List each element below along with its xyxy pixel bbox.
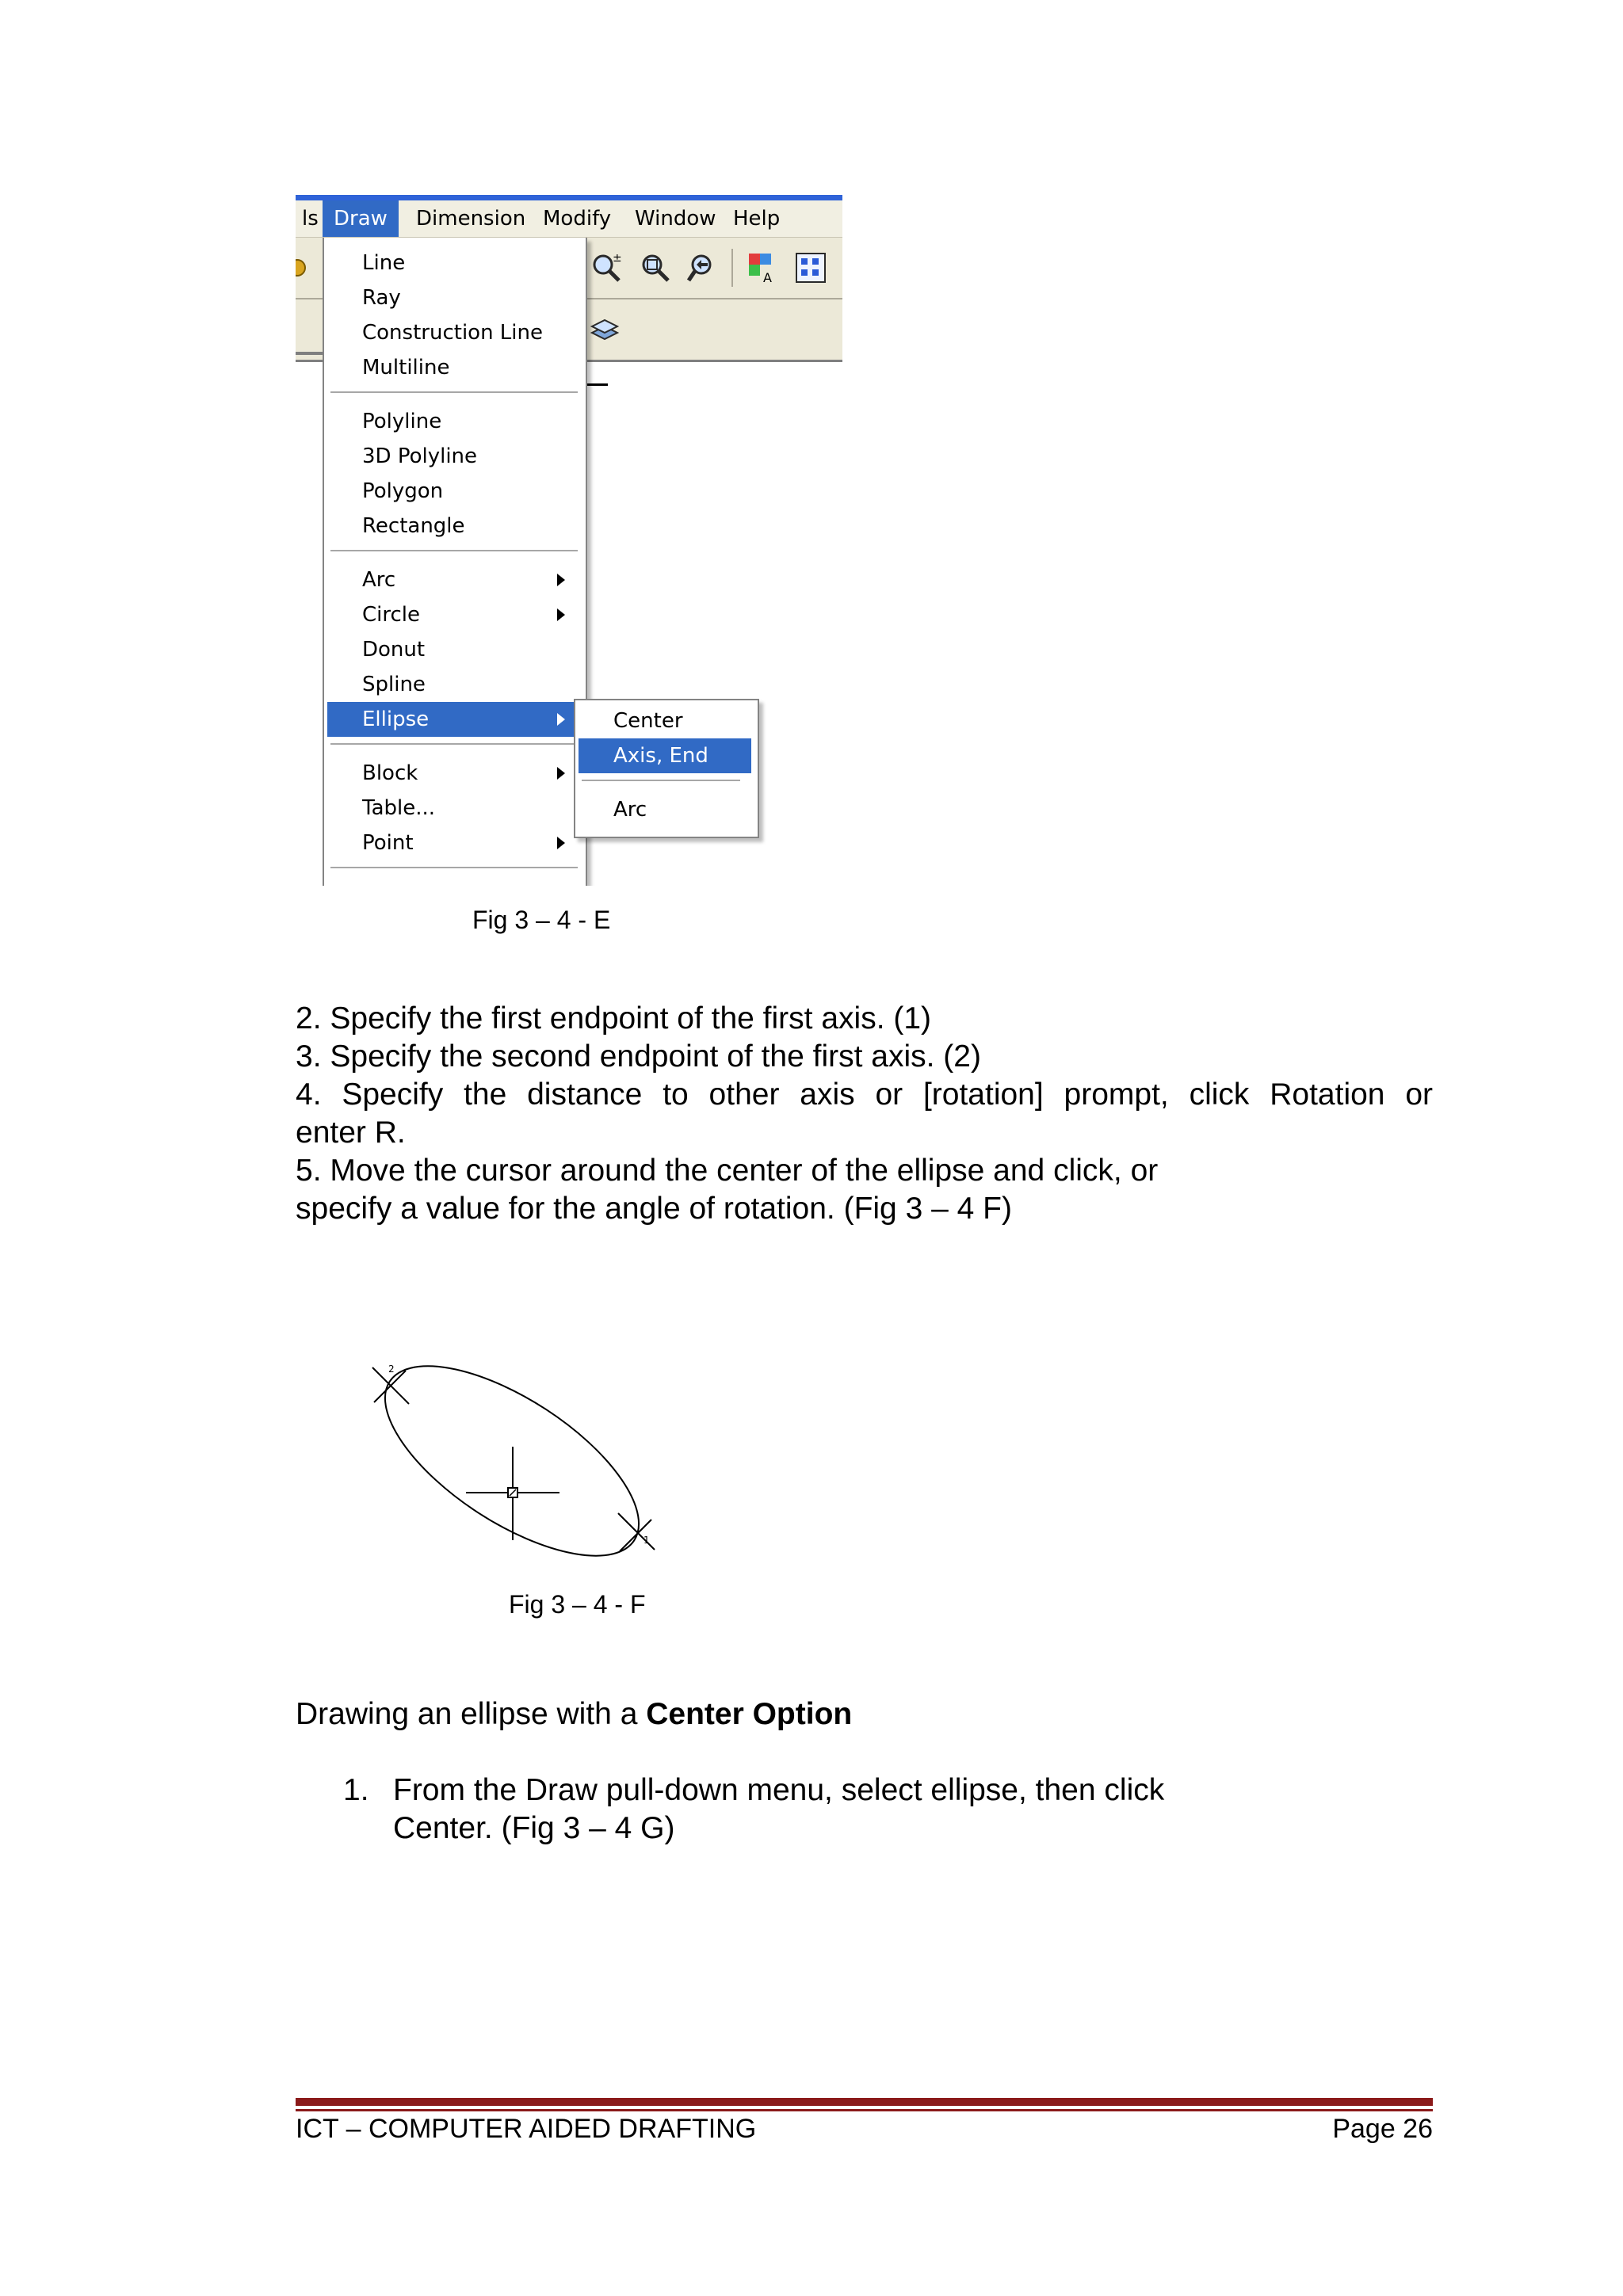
menu-item-ray[interactable]: Ray bbox=[362, 286, 401, 310]
menu-tools-partial[interactable]: ls bbox=[302, 207, 319, 231]
submenu-arrow-icon bbox=[557, 837, 565, 849]
toolbar-icon-partial[interactable] bbox=[296, 250, 315, 285]
list-item-line-2: Center. (Fig 3 – 4 G) bbox=[393, 1811, 675, 1845]
zoom-realtime-icon[interactable] bbox=[589, 250, 624, 285]
menu-item-line[interactable]: Line bbox=[362, 251, 406, 275]
menu-item-label: Ellipse bbox=[362, 707, 430, 731]
footer-course-title: ICT – COMPUTER AIDED DRAFTING bbox=[296, 2114, 757, 2144]
footer-page-number: Page 26 bbox=[1332, 2114, 1433, 2144]
svg-text:±: ± bbox=[613, 252, 622, 265]
step-4-line-1: 4. Specify the distance to other axis or [rotation] prompt, click Rotation or bbox=[296, 1077, 1433, 1112]
design-center-icon[interactable] bbox=[793, 250, 828, 285]
figure-caption-e: Fig 3 – 4 - E bbox=[472, 906, 611, 934]
zoom-window-icon[interactable] bbox=[638, 250, 673, 285]
menu-separator bbox=[330, 550, 578, 552]
menu-item-label: Circle bbox=[362, 603, 421, 627]
menu-item-polygon[interactable]: Polygon bbox=[362, 479, 444, 503]
menu-item-polyline[interactable]: Polyline bbox=[362, 410, 442, 433]
step-3: 3. Specify the second endpoint of the first axis. (2) bbox=[296, 1039, 981, 1074]
list-item bbox=[393, 1772, 1265, 1848]
ellipse-shape bbox=[365, 1347, 666, 1561]
ellipse-rotation-figure bbox=[365, 1347, 666, 1561]
menu-separator bbox=[330, 867, 578, 869]
toolbar-underline bbox=[584, 383, 608, 386]
menu-help[interactable]: Help bbox=[733, 207, 781, 231]
submenu-arrow-icon bbox=[557, 574, 565, 586]
menu-draw[interactable]: Draw bbox=[323, 200, 399, 237]
heading-prefix: Drawing an ellipse with a bbox=[296, 1697, 647, 1731]
menu-window[interactable]: Window bbox=[635, 207, 716, 231]
menu-item-label: Point bbox=[362, 831, 414, 855]
footer-rule bbox=[296, 2098, 1433, 2106]
menu-item-label: Arc bbox=[362, 568, 396, 592]
submenu-arrow-icon bbox=[557, 608, 565, 621]
step-2: 2. Specify the first endpoint of the first axis. (1) bbox=[296, 1001, 932, 1035]
figure-caption-f: Fig 3 – 4 - F bbox=[509, 1590, 646, 1619]
submenu-item-center[interactable]: Center bbox=[613, 709, 683, 733]
menu-separator bbox=[582, 780, 740, 782]
menu-separator bbox=[330, 743, 578, 746]
endpoint-marker-2 bbox=[374, 1371, 406, 1402]
menu-bar bbox=[296, 200, 842, 238]
menu-item-table[interactable]: Table... bbox=[362, 796, 436, 820]
submenu-item-axis-end[interactable]: Axis, End bbox=[579, 738, 751, 773]
layers-icon[interactable] bbox=[587, 312, 622, 347]
toolbar-separator bbox=[731, 249, 733, 287]
step-5-line-1: 5. Move the cursor around the center of the ellipse and click, or bbox=[296, 1154, 1159, 1188]
menu-item-circle[interactable] bbox=[327, 597, 579, 632]
layer-dropdown-edge bbox=[296, 352, 324, 355]
menu-item-spline[interactable]: Spline bbox=[362, 673, 426, 696]
menu-dimension[interactable]: Dimension bbox=[416, 207, 526, 231]
menu-item-construction-line[interactable]: Construction Line bbox=[362, 321, 543, 345]
svg-text:A: A bbox=[763, 270, 772, 285]
menu-modify[interactable]: Modify bbox=[543, 207, 612, 231]
menu-item-3d-polyline[interactable]: 3D Polyline bbox=[362, 444, 478, 468]
list-item-line-1: From the Draw pull-down menu, select ellipse, then click bbox=[393, 1773, 1165, 1807]
menu-item-multiline[interactable]: Multiline bbox=[362, 356, 450, 379]
window-title-edge bbox=[296, 195, 842, 200]
properties-icon[interactable] bbox=[746, 250, 781, 285]
zoom-previous-icon[interactable] bbox=[685, 250, 720, 285]
draw-menu-screenshot bbox=[296, 195, 842, 886]
menu-item-label: Block bbox=[362, 761, 418, 785]
list-item-number: 1. bbox=[343, 1773, 369, 1807]
menu-item-donut[interactable]: Donut bbox=[362, 638, 426, 662]
submenu-arrow-icon bbox=[557, 767, 565, 780]
menu-item-point[interactable] bbox=[327, 826, 579, 860]
ellipse-submenu bbox=[574, 699, 759, 838]
endpoint-label-2: 2 bbox=[388, 1363, 395, 1375]
menu-separator bbox=[330, 391, 578, 394]
step-4-line-2: enter R. bbox=[296, 1116, 406, 1150]
endpoint-label-1: 1 bbox=[643, 1535, 650, 1546]
draw-dropdown-menu bbox=[323, 238, 587, 886]
step-5-line-2: specify a value for the angle of rotation. (Fig 3 – 4 F) bbox=[296, 1192, 1012, 1226]
menu-item-ellipse[interactable] bbox=[327, 702, 579, 737]
section-heading bbox=[296, 1697, 852, 1732]
submenu-arrow-icon bbox=[557, 713, 565, 726]
footer-rule-thin bbox=[296, 2109, 1433, 2111]
submenu-item-arc[interactable]: Arc bbox=[613, 798, 647, 822]
menu-item-arc[interactable] bbox=[327, 563, 579, 597]
menu-item-rectangle[interactable]: Rectangle bbox=[362, 514, 465, 538]
menu-item-block[interactable] bbox=[327, 756, 579, 791]
heading-bold: Center Option bbox=[646, 1697, 853, 1731]
